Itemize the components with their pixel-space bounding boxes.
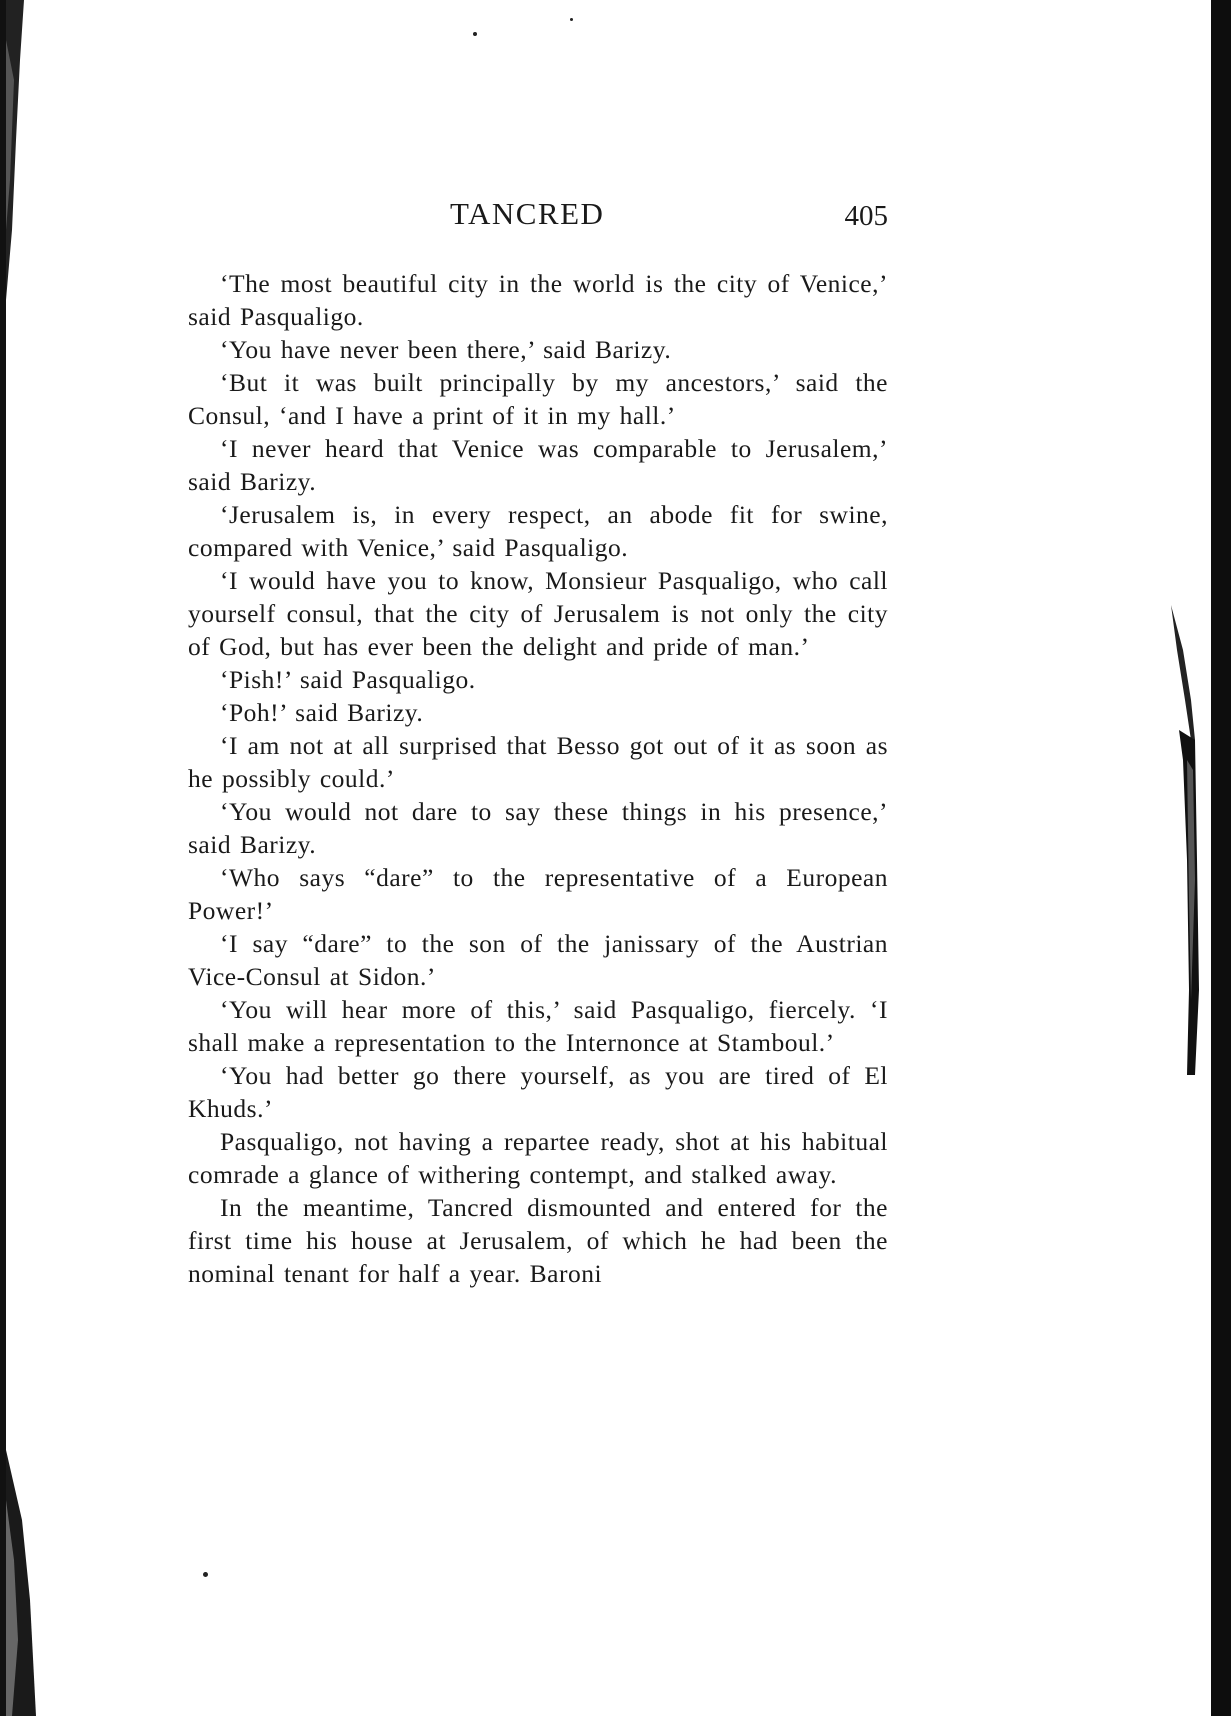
scan-edge-right-shadow [1161,0,1231,1716]
paragraph: ‘You will hear more of this,’ said Pasqualigo, fiercely. ‘I shall make a representation to the Internonce at Stamboul.’ [188,995,888,1057]
running-head [188,196,888,236]
ink-speck [473,32,477,36]
paragraph: ‘Poh!’ said Barizy. [220,698,424,727]
paragraph: ‘I never heard that Venice was comparable to Jerusalem,’ said Barizy. [188,434,888,496]
scan-edge-left-shadow [0,0,40,1716]
paragraph: ‘You have never been there,’ said Barizy. [220,335,672,364]
page-number: 405 [844,200,888,232]
ink-speck [570,18,573,21]
paragraph: ‘I am not at all surprised that Besso got out of it as soon as he possibly could.’ [188,731,888,793]
paragraph: ‘The most beautiful city in the world is the city of Venice,’ said Pasqualigo. [188,269,888,331]
paragraph: ‘Who says “dare” to the representative of a European Power!’ [188,863,888,925]
paragraph: Pasqualigo, not having a repartee ready, shot at his habitual comrade a glance of withering contempt, and stalked away. [188,1127,888,1189]
paragraph: ‘I would have you to know, Monsieur Pasqualigo, who call yourself consul, that the city of Jerusalem is not only the city of God, but has ever been the delight and pride of man.’ [188,566,888,661]
body-text [188,267,888,1290]
paragraph: ‘I say “dare” to the son of the janissary of the Austrian Vice-Consul at Sidon.’ [188,929,888,991]
paragraph: ‘Jerusalem is, in every respect, an abode fit for swine, compared with Venice,’ said Pasqualigo. [188,500,888,562]
paragraph: ‘Pish!’ said Pasqualigo. [220,665,476,694]
running-title: TANCRED [450,196,605,231]
paragraph: In the meantime, Tancred dismounted and entered for the first time his house at Jerusalem, of which he had been the nominal tenant for half a year. Baroni [188,1193,888,1288]
ink-speck [203,1572,208,1577]
paragraph: ‘You had better go there yourself, as you are tired of El Khuds.’ [188,1061,888,1123]
paragraph: ‘But it was built principally by my ancestors,’ said the Consul, ‘and I have a print of it in my hall.’ [188,368,888,430]
paragraph: ‘You would not dare to say these things in his presence,’ said Barizy. [188,797,888,859]
